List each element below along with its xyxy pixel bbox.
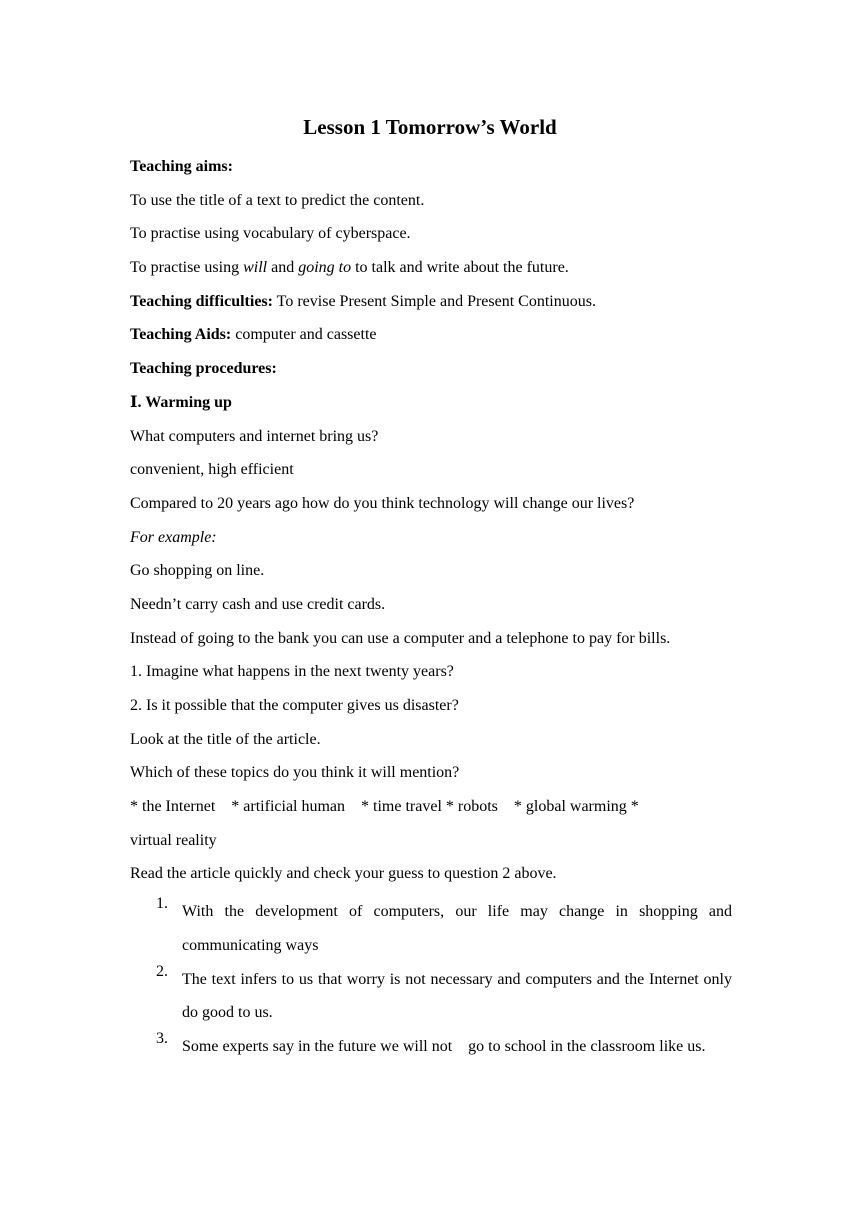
list-item — [130, 1030, 732, 1064]
aids-label: Teaching Aids: — [130, 326, 232, 344]
aim-text: To practise using — [130, 259, 244, 277]
aim-text: to talk and write about the future. — [351, 259, 569, 277]
list-item-text: Some experts say in the future we will not go to school in the classroom like us. — [182, 1037, 706, 1055]
difficulties-line — [130, 289, 732, 323]
procedures-heading: Teaching procedures: — [130, 360, 277, 378]
aim-line — [130, 255, 732, 289]
difficulties-label: Teaching difficulties: — [130, 292, 273, 310]
document-body — [130, 154, 732, 1064]
list-item-number: 1. — [156, 895, 168, 913]
list-item-text: The text infers to us that worry is not necessary and computers and the Internet only do good to us. — [182, 970, 732, 1022]
list-item-text: With the development of computers, our life may change in shopping and communicating ways — [182, 903, 732, 954]
body-line: Read the article quickly and check your guess to question 2 above. — [130, 865, 557, 883]
aids-line — [130, 322, 732, 356]
aim-italic-going-to: going to — [298, 259, 352, 277]
section-heading-warming-up: Ⅰ. Warming up — [130, 393, 232, 411]
body-line: Look at the title of the article. — [130, 730, 321, 748]
body-line: Which of these topics do you think it will mention? — [130, 764, 460, 782]
difficulties-text: To revise Present Simple and Present Continuous. — [272, 292, 596, 310]
body-line: Instead of going to the bank you can use a computer and a telephone to pay for bills. — [130, 629, 671, 647]
topics-line: * the Internet * artificial human * time travel * robots * global warming * — [130, 798, 639, 816]
question-line: 2. Is it possible that the computer gives us disaster? — [130, 697, 459, 714]
body-line: What computers and internet bring us? — [130, 427, 379, 445]
body-line: Compared to 20 years ago how do you think technology will change our lives? — [130, 494, 635, 512]
list-item-number: 2. — [156, 962, 168, 980]
aim-text: and — [267, 259, 299, 277]
list-item — [130, 895, 732, 962]
body-line: convenient, high efficient — [130, 461, 294, 479]
aim-line: To practise using vocabulary of cyberspace. — [130, 225, 411, 243]
body-line: Go shopping on line. — [130, 562, 265, 580]
body-line: Needn’t carry cash and use credit cards. — [130, 595, 386, 613]
list-item-number: 3. — [156, 1029, 168, 1047]
example-label: For example: — [130, 528, 217, 546]
aims-heading: Teaching aims: — [130, 158, 233, 175]
list-item — [130, 963, 732, 1030]
aim-line: To use the title of a text to predict the content. — [130, 191, 425, 209]
aim-italic-will: will — [243, 259, 268, 277]
topics-line: virtual reality — [130, 831, 217, 849]
question-line: 1. Imagine what happens in the next twenty years? — [130, 663, 454, 681]
statements-list — [130, 895, 732, 1064]
aids-text: computer and cassette — [231, 326, 377, 344]
page-title: Lesson 1 Tomorrow’s World — [303, 115, 557, 139]
